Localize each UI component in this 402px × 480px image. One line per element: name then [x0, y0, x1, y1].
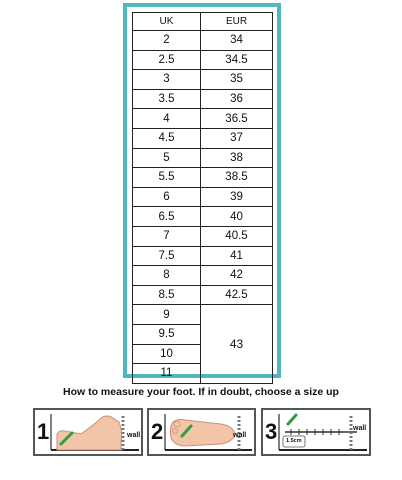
table-row — [133, 89, 273, 109]
table-row — [133, 305, 273, 325]
step-number: 1 — [37, 419, 50, 444]
uk-size-cell: 2 — [133, 31, 201, 51]
uk-size-cell: 4 — [133, 109, 201, 129]
uk-size-cell: 9 — [133, 305, 201, 325]
uk-size-cell: 6 — [133, 187, 201, 207]
eur-size-cell: 37 — [201, 128, 273, 148]
uk-size-cell: 6.5 — [133, 207, 201, 227]
table-row — [133, 128, 273, 148]
table-row — [133, 109, 273, 129]
table-header-row — [133, 13, 273, 31]
size-chart-table — [132, 12, 273, 384]
uk-size-cell: 2.5 — [133, 50, 201, 70]
eur-size-cell: 38.5 — [201, 168, 273, 188]
measure-step-1 — [33, 408, 143, 456]
step-number: 2 — [151, 419, 164, 444]
uk-size-cell: 8.5 — [133, 285, 201, 305]
uk-size-cell: 9.5 — [133, 324, 201, 344]
eur-size-cell: 36 — [201, 89, 273, 109]
column-header-uk: UK — [133, 13, 201, 31]
measure-step-2 — [147, 408, 256, 456]
wall-label: wall — [127, 432, 141, 439]
uk-size-cell: 5 — [133, 148, 201, 168]
eur-size-cell: 40 — [201, 207, 273, 227]
uk-size-cell: 3.5 — [133, 89, 201, 109]
uk-size-cell: 4.5 — [133, 128, 201, 148]
eur-size-cell: 39 — [201, 187, 273, 207]
measure-instructions-title: How to measure your foot. If in doubt, choose a size up — [63, 386, 339, 398]
column-header-eur: EUR — [201, 13, 273, 31]
uk-size-cell: 7 — [133, 226, 201, 246]
table-row — [133, 187, 273, 207]
uk-size-cell: 11 — [133, 364, 201, 384]
size-chart-frame — [123, 3, 281, 378]
table-row — [133, 207, 273, 227]
foot-side-illustration — [35, 410, 141, 454]
table-row — [133, 50, 273, 70]
table-row — [133, 168, 273, 188]
wall-label: wall — [353, 425, 367, 432]
green-check-mark — [288, 415, 296, 424]
table-row — [133, 31, 273, 51]
table-row — [133, 246, 273, 266]
eur-size-cell: 38 — [201, 148, 273, 168]
step-number: 3 — [265, 419, 278, 444]
table-row — [133, 266, 273, 286]
eur-size-cell: 40.5 — [201, 226, 273, 246]
table-row — [133, 226, 273, 246]
uk-size-cell: 10 — [133, 344, 201, 364]
uk-size-cell: 8 — [133, 266, 201, 286]
ruler-label: 1.5cm — [286, 438, 302, 444]
eur-size-merged-cell: 43 — [201, 305, 273, 383]
table-row — [133, 148, 273, 168]
wall-label: wall — [233, 432, 247, 439]
eur-size-cell: 34.5 — [201, 50, 273, 70]
eur-size-cell: 42 — [201, 266, 273, 286]
uk-size-cell: 3 — [133, 70, 201, 90]
eur-size-cell: 42.5 — [201, 285, 273, 305]
table-row — [133, 70, 273, 90]
eur-size-cell: 41 — [201, 246, 273, 266]
eur-size-cell: 34 — [201, 31, 273, 51]
table-row — [133, 285, 273, 305]
ruler-measure-illustration — [263, 410, 369, 454]
eur-size-cell: 35 — [201, 70, 273, 90]
eur-size-cell: 36.5 — [201, 109, 273, 129]
measure-step-3 — [261, 408, 371, 456]
uk-size-cell: 5.5 — [133, 168, 201, 188]
uk-size-cell: 7.5 — [133, 246, 201, 266]
